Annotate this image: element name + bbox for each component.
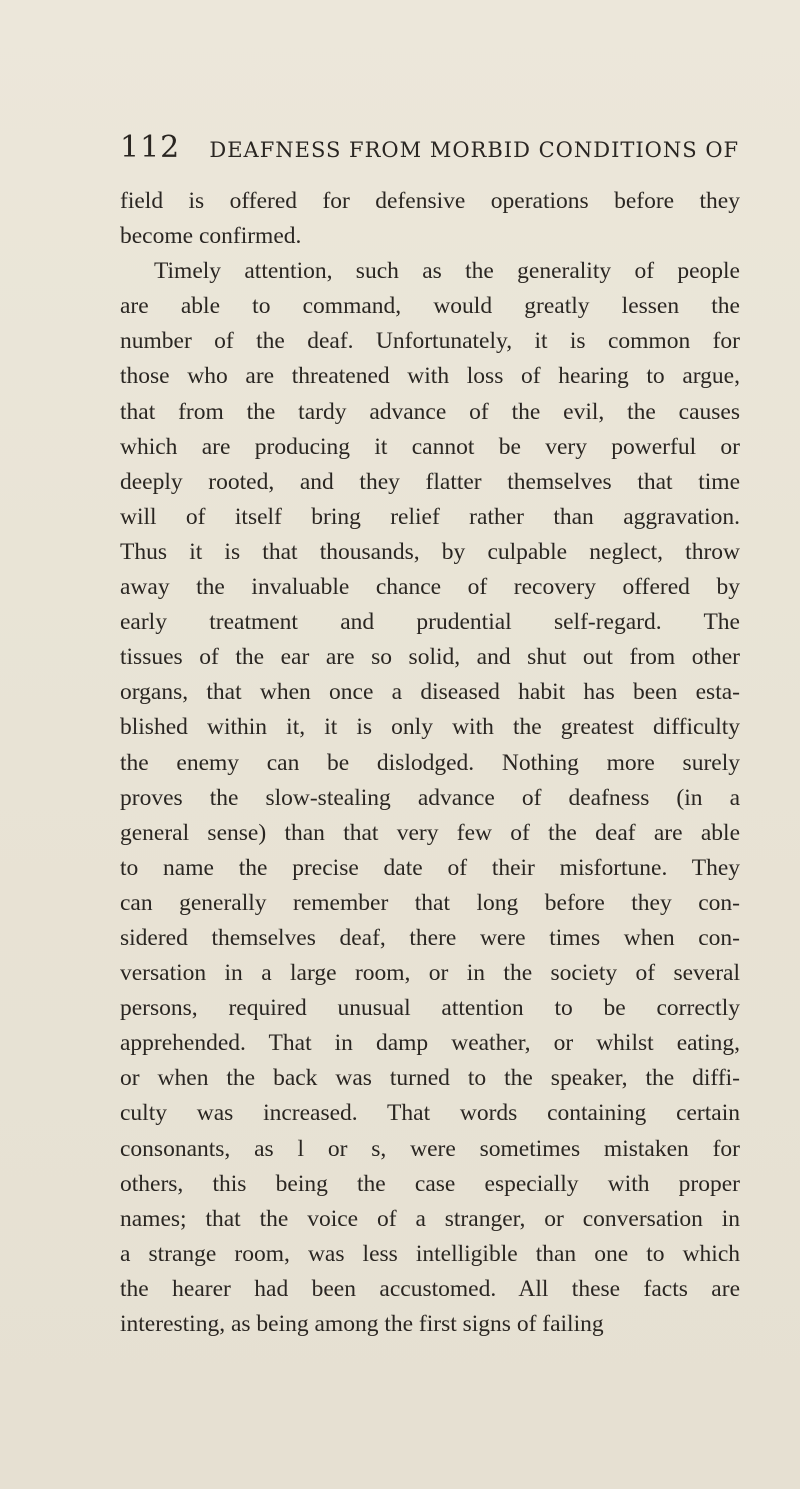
text-line: can generally remember that long before they con- [120,889,740,916]
text-line: names; that the voice of a stranger, or conversation in [120,1205,740,1232]
text-line: to name the precise date of their misfortune. They [120,854,740,881]
text-line: persons, required unusual attention to be correctly [120,995,740,1022]
text-line: proves the slow-stealing advance of deafness (in a [120,784,740,811]
text-line: field is offered for defensive operations before they [120,188,740,214]
text-line: consonants, as l or s, were sometimes mistaken for [120,1135,740,1162]
text-line: Thus it is that thousands, by culpable neglect, throw [120,538,740,565]
body-text [120,184,740,1342]
text-line: number of the deaf. Unfortunately, it is common for [120,328,740,355]
text-line: organs, that when once a diseased habit has been esta- [120,679,740,706]
text-line: will of itself bring relief rather than aggravation. [120,503,740,530]
text-line: become confirmed. [120,223,302,250]
text-line: apprehended. That in damp weather, or whilst eating, [120,1030,740,1057]
text-line: a strange room, was less intelligible than one to which [120,1240,740,1267]
text-line: the hearer had been accustomed. All these facts are [120,1275,740,1302]
text-line: others, this being the case especially with proper [120,1170,740,1197]
text-line: which are producing it cannot be very powerful or [120,433,740,460]
text-line: those who are threatened with loss of hearing to argue, [120,363,740,390]
text-line: that from the tardy advance of the evil, the causes [120,398,740,425]
text-line: tissues of the ear are so solid, and shut out from other [120,644,740,671]
text-line: interesting, as being among the first signs of failing [120,1311,604,1337]
text-line: or when the back was turned to the speaker, the diffi- [120,1065,740,1092]
text-line: versation in a large room, or in the society of several [120,960,740,987]
text-line: deeply rooted, and they flatter themselves that time [120,468,740,495]
running-head [120,130,740,165]
running-head-title: DEAFNESS FROM MORBID CONDITIONS OF [209,138,740,162]
text-line: Timely attention, such as the generality of people [154,258,740,285]
page-number: 112 [120,130,181,165]
text-line: are able to command, would greatly lessen the [120,293,740,320]
text-line: sidered themselves deaf, there were times when con- [120,924,740,951]
text-line: away the invaluable chance of recovery offered by [120,574,740,601]
text-line: the enemy can be dislodged. Nothing more surely [120,749,740,776]
text-line: blished within it, it is only with the greatest difficulty [120,714,740,741]
text-line: general sense) than that very few of the deaf are able [120,819,740,846]
text-line: early treatment and prudential self-regard. The [120,609,740,636]
text-line: culty was increased. That words containing certain [120,1100,740,1127]
